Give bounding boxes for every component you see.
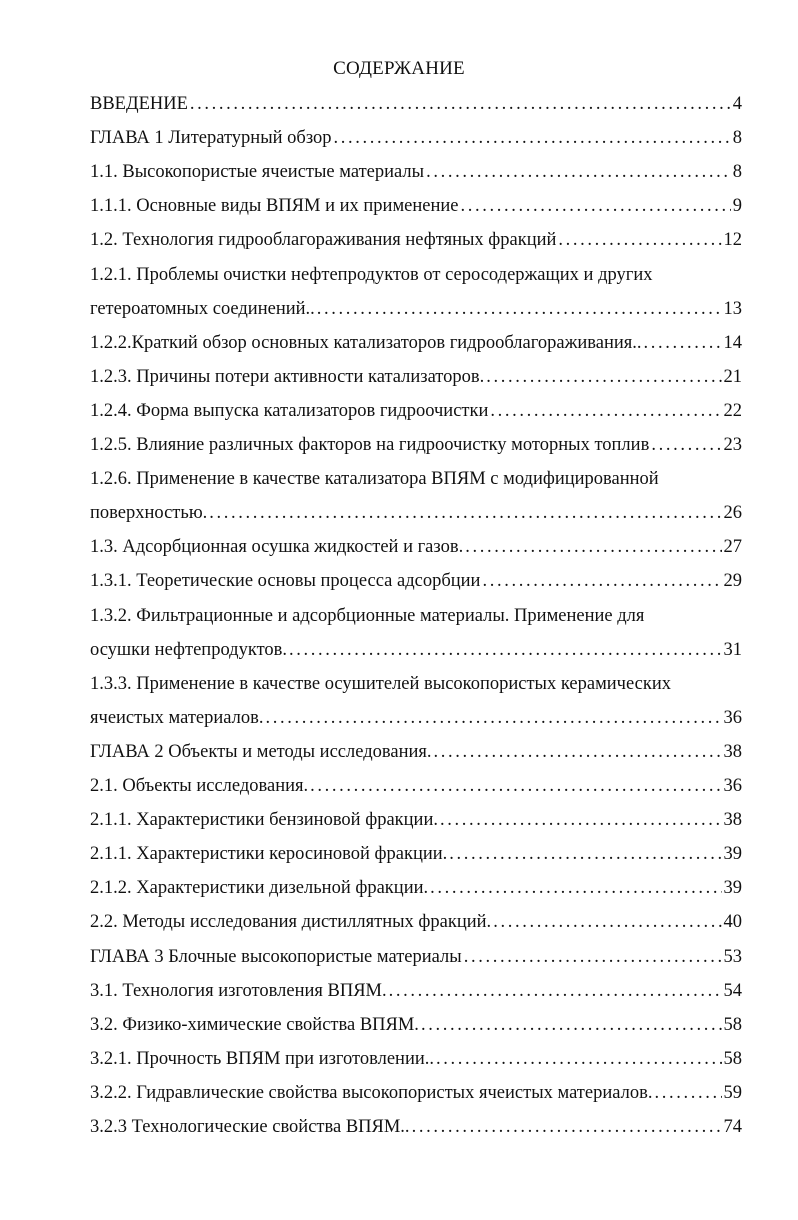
toc-entry-page: 23 <box>723 435 742 455</box>
toc-entry-page: 54 <box>723 980 742 1001</box>
toc-entry-label: 2.1.1. Характеристики керосиновой фракции. <box>90 844 448 865</box>
toc-entry-page: 58 <box>723 1014 742 1035</box>
toc-entry-label: ГЛАВА 3 Блочные высокопористые материалы <box>90 946 462 967</box>
toc-dot-leader <box>654 1081 721 1105</box>
toc-dot-leader <box>266 706 722 730</box>
toc-entry[interactable] <box>90 331 742 355</box>
toc-dot-leader <box>465 535 721 559</box>
toc-dot-leader <box>412 1115 722 1139</box>
toc-dot-leader <box>310 774 721 798</box>
toc-entry[interactable] <box>90 297 742 321</box>
toc-dot-leader <box>482 569 721 593</box>
toc-entry-page: 74 <box>723 1117 742 1137</box>
toc-entry[interactable] <box>90 126 742 150</box>
toc-entry-label[interactable]: 1.3.2. Фильтрационные и адсорбционные материалы. Применение для <box>90 605 645 626</box>
toc-entry[interactable] <box>90 740 742 764</box>
toc-entry-label: 1.2.2.Краткий обзор основных катализаторов гидрооблагораживания.. <box>90 332 642 353</box>
toc-entry-label: 3.1. Технология изготовления ВПЯМ. <box>90 980 387 1001</box>
toc-entry-label: поверхностью. <box>90 503 208 524</box>
toc-entry-label[interactable]: 1.3.3. Применение в качестве осушителей высокопористых керамических <box>90 673 671 694</box>
toc-entry[interactable] <box>90 160 742 184</box>
toc-entry[interactable] <box>90 979 742 1003</box>
toc-dot-leader <box>289 638 721 662</box>
toc-entry-page: 40 <box>723 912 742 933</box>
toc-entry-label: ячеистых материалов. <box>90 707 264 728</box>
toc-dot-leader <box>389 979 722 1003</box>
toc-entry-page: 27 <box>723 537 742 558</box>
toc-entry-page: 26 <box>723 503 742 524</box>
toc-entry[interactable] <box>90 365 742 389</box>
toc-entry-page: 36 <box>723 776 742 796</box>
toc-entry[interactable] <box>90 1013 742 1037</box>
toc-dot-leader <box>434 740 722 764</box>
toc-dot-leader <box>449 842 721 866</box>
toc-entry-page: 8 <box>732 128 742 149</box>
toc-entry-label: 1.1.1. Основные виды ВПЯМ и их применение <box>90 196 459 217</box>
toc-entry-label: 3.2.3 Технологические свойства ВПЯМ.. <box>90 1117 410 1137</box>
toc-entry-page: 4 <box>732 94 742 114</box>
toc-entry-label: осушки нефтепродуктов. <box>90 639 288 660</box>
toc-entry[interactable] <box>90 1115 742 1139</box>
toc-entry-label[interactable]: 1.2.6. Применение в качестве катализатора ВПЯМ с модифицированной <box>90 469 659 490</box>
toc-entry-page: 9 <box>732 196 742 217</box>
toc-entry[interactable] <box>90 808 742 832</box>
toc-dot-leader <box>644 331 722 355</box>
toc-entry-page: 39 <box>723 878 742 899</box>
toc-entry-label: 3.2.1. Прочность ВПЯМ при изготовлении.. <box>90 1048 435 1069</box>
toc-entry-page: 8 <box>732 162 742 183</box>
toc-entry-page: 38 <box>723 810 742 831</box>
toc-entry-page: 22 <box>723 400 742 421</box>
toc-entry-label: 2.1.1. Характеристики бензиновой фракции. <box>90 810 438 831</box>
toc-entry[interactable] <box>90 945 742 969</box>
toc-entry-page: 14 <box>723 332 742 353</box>
toc-entry-label: ГЛАВА 2 Объекты и методы исследования. <box>90 741 432 762</box>
toc-entry-label[interactable]: 1.2.1. Проблемы очистки нефтепродуктов от серосодержащих и других <box>90 264 653 285</box>
toc-entry-label: 1.2.3. Причины потери активности катализаторов. <box>90 366 485 387</box>
toc-dot-leader <box>464 945 722 969</box>
toc-dot-leader <box>651 433 721 457</box>
toc-dot-leader <box>558 228 721 252</box>
toc-dot-leader <box>460 194 730 218</box>
toc-entry-label: 2.1. Объекты исследования. <box>90 776 309 796</box>
toc-entry[interactable] <box>90 535 742 559</box>
toc-entry-label: ВВЕДЕНИЕ <box>90 94 188 114</box>
toc-entry-page: 53 <box>723 946 742 967</box>
toc-entry-page: 59 <box>723 1082 742 1103</box>
toc-entry[interactable] <box>90 228 742 252</box>
toc-entry-label: 2.2. Методы исследования дистиллятных фракций. <box>90 912 492 933</box>
toc-entry-page: 13 <box>723 298 742 319</box>
toc-entry-label: 1.1. Высокопористые ячеистые материалы <box>90 162 425 183</box>
toc-entry-page: 39 <box>723 844 742 865</box>
toc-entry-label: гетероатомных соединений.. <box>90 298 315 319</box>
toc-entry-label: 1.2. Технология гидрооблагораживания нефтяных фракций <box>90 230 557 251</box>
toc-entry-page: 36 <box>723 707 742 728</box>
toc-entry[interactable] <box>90 399 742 423</box>
toc-dot-leader <box>190 92 731 116</box>
toc-dot-leader <box>493 910 721 934</box>
toc-dot-leader <box>436 1047 721 1071</box>
toc-entry-label: 1.3.1. Теоретические основы процесса адсорбции <box>90 571 481 592</box>
toc-entry[interactable] <box>90 910 742 934</box>
toc-entry[interactable] <box>90 1047 742 1071</box>
toc-entry[interactable] <box>90 876 742 900</box>
toc-entry[interactable] <box>90 92 742 116</box>
toc-entry-label: 1.2.5. Влияние различных факторов на гидроочистку моторных топлив <box>90 435 650 455</box>
toc-dot-leader <box>490 399 721 423</box>
toc-entry[interactable] <box>90 706 742 730</box>
toc-dot-leader <box>430 876 721 900</box>
toc-entry-page: 12 <box>723 230 742 251</box>
toc-entry[interactable] <box>90 774 742 798</box>
toc-dot-leader <box>426 160 731 184</box>
toc-entry-label: ГЛАВА 1 Литературный обзор <box>90 128 332 149</box>
toc-entry-label: 2.1.2. Характеристики дизельной фракции. <box>90 878 429 899</box>
toc-dot-leader <box>486 365 721 389</box>
toc-dot-leader <box>209 501 721 525</box>
toc-entry-label: 1.2.4. Форма выпуска катализаторов гидроочистки <box>90 400 489 421</box>
toc-dot-leader <box>334 126 731 150</box>
toc-entry[interactable] <box>90 433 742 457</box>
toc-entry[interactable] <box>90 501 742 525</box>
toc-entry-label: 3.2. Физико-химические свойства ВПЯМ. <box>90 1014 419 1035</box>
toc-entry-page: 21 <box>723 366 742 387</box>
toc-title: СОДЕРЖАНИЕ <box>333 58 465 79</box>
toc-entry[interactable] <box>90 1081 742 1105</box>
toc-entry[interactable] <box>90 194 742 218</box>
toc-dot-leader <box>440 808 722 832</box>
toc-entry-page: 29 <box>723 571 742 592</box>
toc-entry-label: 3.2.2. Гидравлические свойства высокопористых ячеистых материалов. <box>90 1082 653 1103</box>
toc-dot-leader <box>421 1013 722 1037</box>
toc-entry-page: 58 <box>723 1048 742 1069</box>
toc-dot-leader <box>317 297 722 321</box>
toc-entry-page: 31 <box>723 639 742 660</box>
toc-entry[interactable] <box>90 569 742 593</box>
toc-entry[interactable] <box>90 638 742 662</box>
toc-entry[interactable] <box>90 842 742 866</box>
toc-entry-page: 38 <box>723 741 742 762</box>
toc-entry-label: 1.3. Адсорбционная осушка жидкостей и газов. <box>90 537 464 558</box>
